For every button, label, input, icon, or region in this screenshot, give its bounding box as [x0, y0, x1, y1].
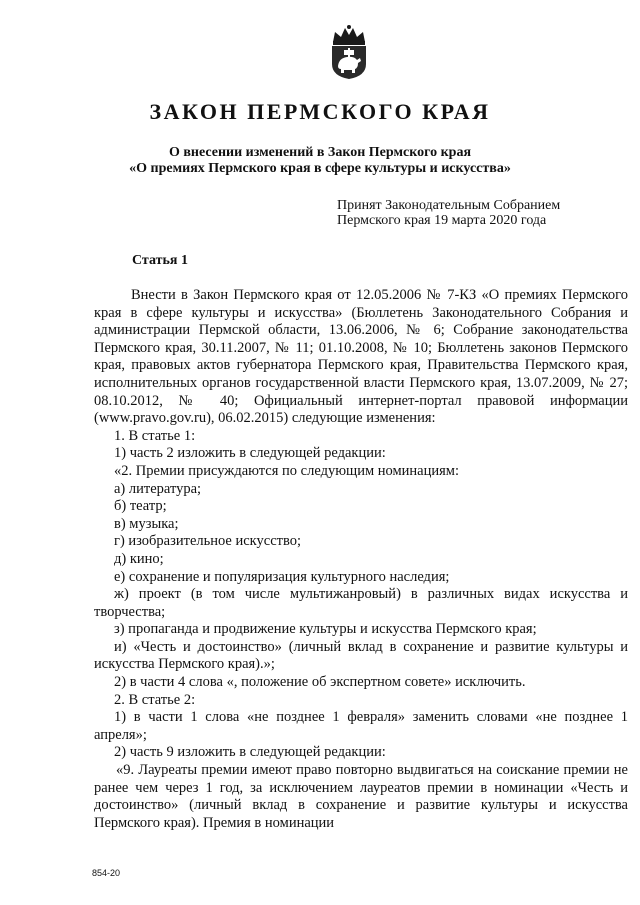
document-code: 854-20 — [92, 868, 121, 878]
list-item: и) «Честь и достоинство» (личный вклад в сохранение и развитие культуры и искусства Пермского края).»; — [94, 638, 628, 673]
list-item: б) театр; — [114, 498, 167, 515]
subtitle-line-2: «О премиях Пермского края в сфере культуры и искусства» — [129, 161, 511, 176]
list-item: г) изобразительное искусство; — [114, 533, 301, 550]
perm-coat-of-arms-icon — [327, 24, 371, 80]
list-item: ж) проект (в том числе мультижанровый) в различных видах искусства и творчества; — [94, 586, 628, 620]
paragraph: 1. В статье 1: — [114, 427, 196, 444]
adoption-line-1: Принят Законодательным Собранием — [337, 198, 561, 213]
list-item: а) литература; — [114, 480, 202, 497]
paragraph: «2. Премии присуждаются по следующим номинациям: — [114, 462, 460, 479]
list-item: д) кино; — [114, 550, 164, 567]
article-heading: Статья 1 — [132, 253, 188, 268]
law-title: ЗАКОН ПЕРМСКОГО КРАЯ — [149, 99, 491, 124]
article-body — [94, 287, 628, 832]
paragraph: 1) в части 1 слова «не позднее 1 февраля» заменить словами «не позднее 1 апреля»; — [94, 709, 628, 743]
list-item: е) сохранение и популяризация культурного наследия; — [114, 568, 450, 585]
paragraph: 2) часть 9 изложить в следующей редакции: — [114, 744, 386, 761]
paragraph: 1) часть 2 изложить в следующей редакции: — [114, 445, 386, 462]
list-item: з) пропаганда и продвижение культуры и искусства Пермского края; — [114, 621, 537, 638]
paragraph-intro: Внести в Закон Пермского края от 12.05.2006 № 7-КЗ «О премиях Пермского края в сфере культуры и искусства» (Бюллетень Законодательного Собрания и администрации Пермской области, 13.06.2006, № 6; Собрание законодательства Пермского края, 30.11.2007, № 11; 01.10.2008, № 10; Бюллетень законов Пермского края, правовых актов губернатора Пермского края, Правительства Пермского края, исполнительных органов государственной власти Пермского края, 13.07.2009, № 27; 08.10.2012, № 40; Официальный интернет-портал правовой информации (www.pravo.gov.ru), 06.02.2015) следующие изменения: — [94, 287, 628, 427]
adoption-note — [337, 198, 627, 228]
law-subtitle — [0, 145, 640, 177]
paragraph: 2) в части 4 слова «, положение об экспертном совете» исключить. — [114, 674, 526, 691]
list-item: в) музыка; — [114, 515, 179, 532]
paragraph: «9. Лауреаты премии имеют право повторно выдвигаться на соискание премии не ранее чем через 1 год, за исключением лауреатов премии в номинации «Честь и достоинство» (личный вклад в сохранение и развитие культуры и искусства Пермского края). Премия в номинации — [94, 762, 628, 831]
paragraph: 2. В статье 2: — [114, 691, 196, 708]
subtitle-line-1: О внесении изменений в Закон Пермского края — [168, 145, 472, 160]
adoption-line-2: Пермского края 19 марта 2020 года — [337, 213, 547, 228]
